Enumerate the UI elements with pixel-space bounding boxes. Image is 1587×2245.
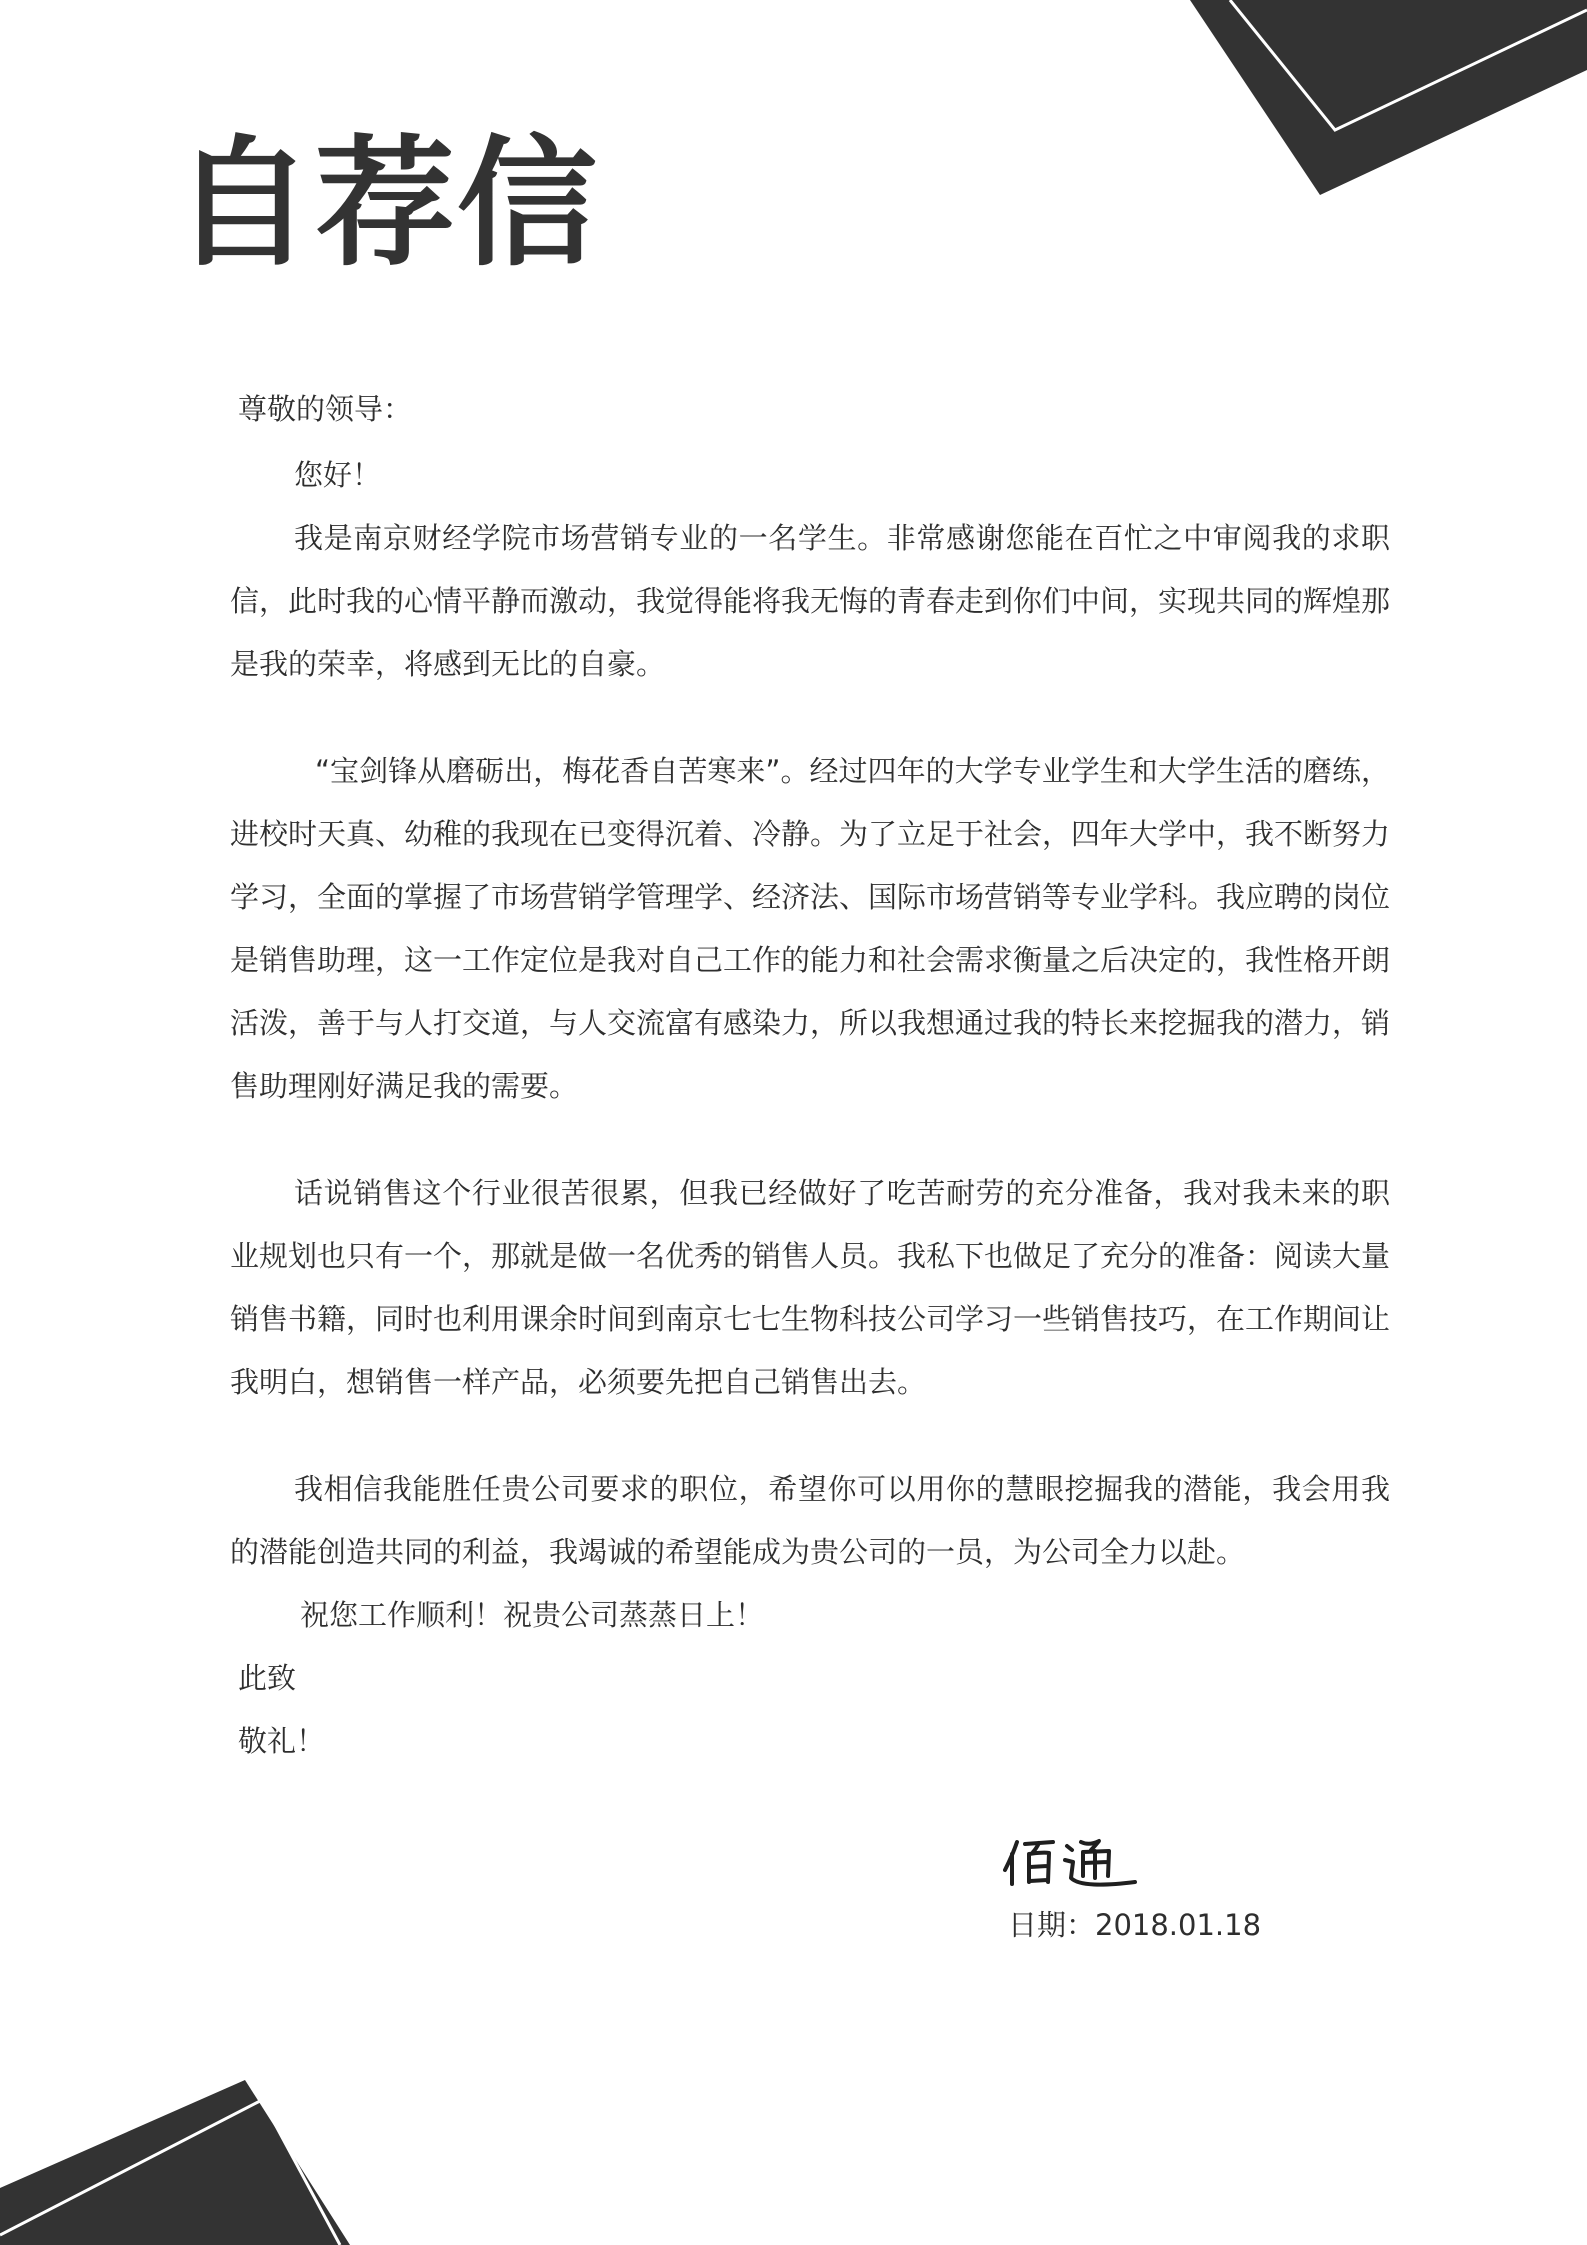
signature-mark: [1003, 1832, 1143, 1892]
paragraph-intro: 我是南京财经学院市场营销专业的一名学生。非常感谢您能在百忙之中审阅我的求职信，此时我的心情平静而激动，我觉得能将我无悔的青春走到你们中间，实现共同的辉煌那是我的荣幸，将感到无比的自豪。: [230, 521, 1391, 681]
page-title: 自荐信: [173, 123, 600, 286]
paragraph-career: 话说销售这个行业很苦很累，但我已经做好了吃苦耐劳的充分准备，我对我未来的职业规划也只有一个，那就是做一名优秀的销售人员。我私下也做足了充分的准备：阅读大量销售书籍，同时也利用课余时间到南京七七生物科技公司学习一些销售技巧，在工作期间让我明白，想销售一样产品，必须要先把自己销售出去。: [230, 1176, 1391, 1399]
paragraph-closing: 我相信我能胜任贵公司要求的职位，希望你可以用你的慧眼挖掘我的潜能，我会用我的潜能创造共同的利益，我竭诚的希望能成为贵公司的一员，为公司全力以赴。: [230, 1472, 1390, 1569]
date-line: 日期：2018.01.18: [1008, 1908, 1262, 1942]
closing-salute-2: 敬礼！: [238, 1724, 326, 1758]
closing-salute-1: 此致: [238, 1661, 297, 1695]
letter-body: [230, 378, 1390, 1773]
salutation: 尊敬的领导：: [238, 392, 413, 426]
corner-decoration-top-right: [1190, 0, 1587, 195]
wishes: 祝您工作顺利！祝贵公司蒸蒸日上！: [300, 1598, 765, 1632]
corner-decoration-bottom-left: [0, 2080, 350, 2245]
paragraph-study: “宝剑锋从磨砺出，梅花香自苦寒来”。经过四年的大学专业学生和大学生活的磨练，进校时天真、幼稚的我现在已变得沉着、冷静。为了立足于社会，四年大学中，我不断努力学习，全面的掌握了市场营销学管理学、经济法、国际市场营销等专业学科。我应聘的岗位是销售助理，这一工作定位是我对自己工作的能力和社会需求衡量之后决定的，我性格开朗活泼，善于与人打交道，与人交流富有感染力，所以我想通过我的特长来挖掘我的潜力，销售助理刚好满足我的需要。: [230, 754, 1391, 1103]
greeting: 您好！: [294, 458, 382, 492]
